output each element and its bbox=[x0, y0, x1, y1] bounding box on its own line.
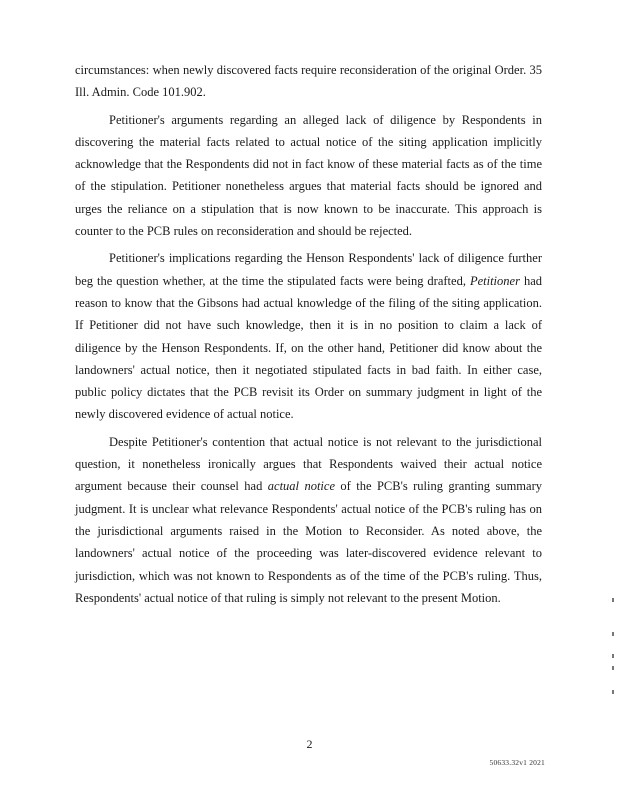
paragraph-text: had reason to know that the Gibsons had actual knowledge of the filing of the siting application. If Petitioner did not have such knowledge, then it is in no position to claim a lack of diligence by the Henson Respondents. If, on the other hand, Petitioner did know about the landowners' actual notice, then it negotiated stipulated facts in bad faith. In either case, public policy dictates that the PCB revisit its Order on summary judgment in light of the newly discovered evidence of actual notice. bbox=[75, 273, 542, 422]
document-id: 50633.32v1 2021 bbox=[489, 758, 545, 767]
italic-term: actual notice bbox=[267, 479, 335, 494]
page-number: 2 bbox=[306, 737, 313, 751]
scan-margin-marks bbox=[612, 590, 615, 700]
scan-artifact bbox=[0, 0, 619, 3]
paragraph-text: circumstances: when newly discovered facts require reconsideration of the original Order. 35 Ill. Admin. Code 101.902. bbox=[75, 63, 542, 100]
body-text bbox=[75, 59, 542, 609]
paragraph-text: Petitioner's implications regarding the Henson Respondents' lack of diligence further beg the question whether, at the time the stipulated facts were being drafted, bbox=[75, 251, 542, 288]
paragraph-continuation bbox=[75, 59, 542, 104]
paragraph-diligence bbox=[75, 109, 542, 243]
italic-term: Petitioner bbox=[469, 273, 520, 288]
paragraph-henson-respondents bbox=[75, 247, 542, 425]
paragraph-actual-notice bbox=[75, 431, 542, 609]
paragraph-text: of the PCB's ruling granting summary judgment. It is unclear what relevance Respondents' actual notice of the PCB's ruling has on the jurisdictional arguments raised in the Motion to Reconsider. As noted above, the landowners' actual notice of the proceeding was later-discovered evidence relevant to jurisdiction, which was not known to Respondents as of the time of the PCB's ruling. Thus, Respondents' actual notice of that ruling is simply not relevant to the present Motion. bbox=[75, 479, 542, 605]
paragraph-text: Despite Petitioner's contention that actual notice is not relevant to the jurisdictional question, it nonetheless ironically argues that Respondents waived their actual notice argument because their counsel had bbox=[75, 434, 542, 494]
paragraph-text: Petitioner's arguments regarding an alleged lack of diligence by Respondents in discovering the material facts related to actual notice of the siting application implicitly acknowledge that the Respondents did not in fact know of these material facts as of the time of the stipulation. Petitioner nonetheless argues that material facts should be ignored and urges the reliance on a stipulation that is now known to be inaccurate. This approach is counter to the PCB rules on reconsideration and should be rejected. bbox=[75, 112, 542, 239]
